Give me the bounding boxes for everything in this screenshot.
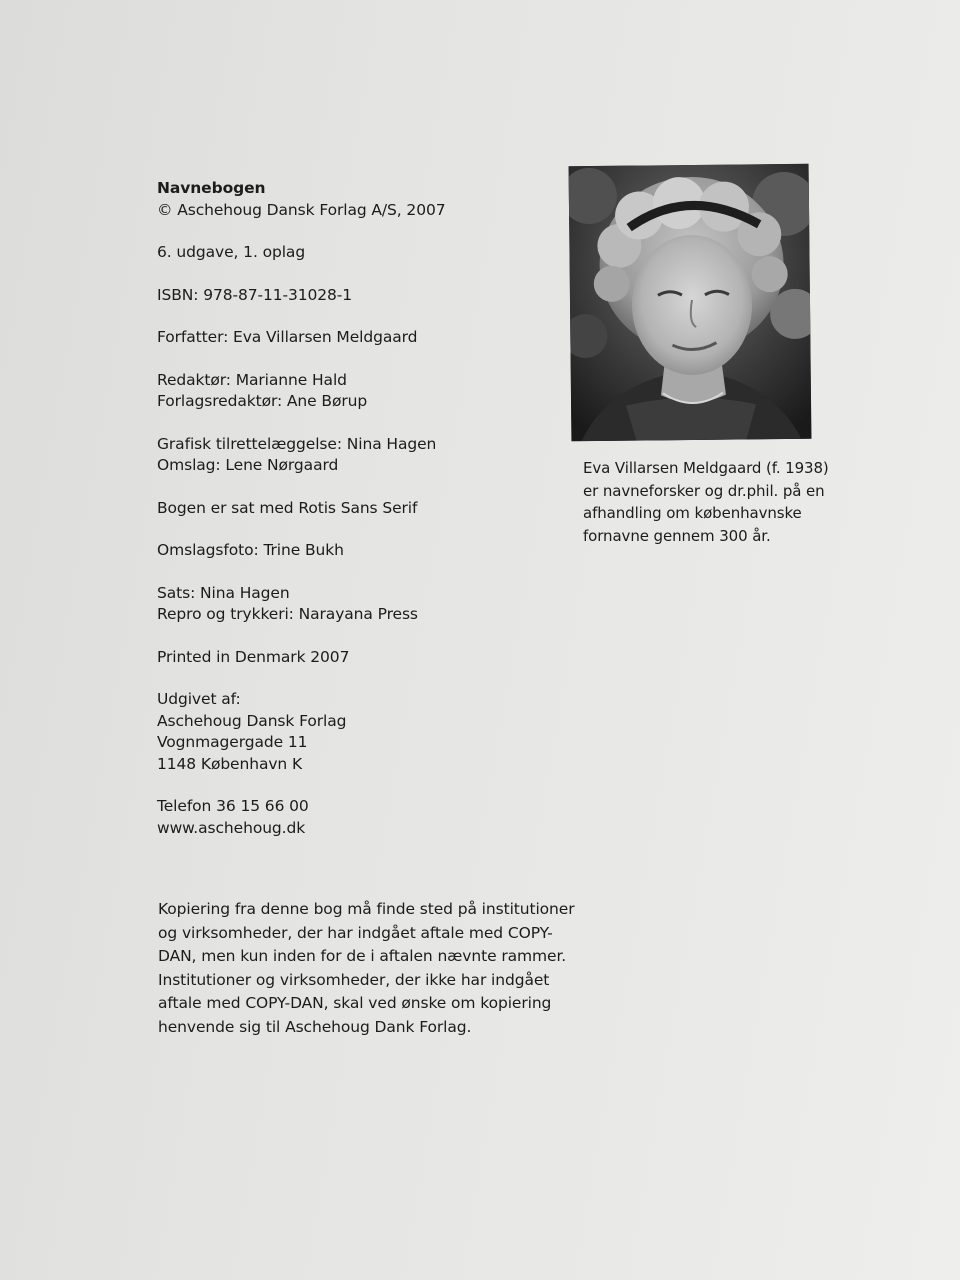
typesetting-line: Sats: Nina Hagen — [157, 583, 290, 602]
book-title: Navnebogen — [157, 179, 266, 197]
printed-in-line: Printed in Denmark 2007 — [157, 647, 350, 666]
legal-line: DAN, men kun inden for de i aftalen nævnte rammer. — [158, 947, 567, 965]
caption-line: er navneforsker og dr.phil. på en — [583, 481, 825, 500]
author-line: Forfatter: Eva Villarsen Meldgaard — [157, 328, 418, 346]
cover-line: Omslag: Lene Nørgaard — [157, 456, 339, 474]
photo-caption — [583, 457, 843, 547]
graphic-design-line: Grafisk tilrettelæggelse: Nina Hagen — [157, 434, 437, 453]
caption-line: Eva Villarsen Meldgaard (f. 1938) — [583, 459, 829, 477]
legal-line: aftale med COPY-DAN, skal ved ønske om kopiering — [158, 994, 552, 1012]
author-photo — [569, 164, 812, 441]
caption-line: afhandling om københavnske — [583, 504, 802, 522]
editor-line: Redaktør: Marianne Hald — [157, 370, 347, 389]
typeface-line: Bogen er sat med Rotis Sans Serif — [157, 498, 418, 517]
caption-line: fornavne gennem 300 år. — [583, 526, 771, 545]
author-portrait-icon — [569, 164, 812, 441]
colophon — [157, 178, 557, 839]
publisher-city: 1148 København K — [157, 754, 303, 773]
printing-line: Repro og trykkeri: Narayana Press — [157, 605, 418, 623]
publisher-name: Aschehoug Dansk Forlag — [157, 711, 347, 730]
legal-line: henvende sig til Aschehoug Dank Forlag. — [158, 1017, 472, 1036]
cover-photo-line: Omslagsfoto: Trine Bukh — [157, 541, 344, 559]
publishing-editor-line: Forlagsredaktør: Ane Børup — [157, 392, 368, 410]
copyright-line: © Aschehoug Dansk Forlag A/S, 2007 — [157, 200, 446, 219]
publisher-street: Vognmagergade 11 — [157, 733, 308, 751]
legal-line: og virksomheder, der har indgået aftale med COPY- — [158, 923, 553, 942]
phone-line: Telefon 36 15 66 00 — [157, 797, 309, 815]
copy-dan-notice — [158, 898, 578, 1039]
legal-line: Kopiering fra denne bog må finde sted på institutioner — [158, 900, 575, 918]
isbn-line: ISBN: 978-87-11-31028-1 — [157, 285, 353, 304]
edition-line: 6. udgave, 1. oplag — [157, 243, 306, 261]
legal-line: Institutioner og virksomheder, der ikke har indgået — [158, 970, 550, 989]
website-line: www.aschehoug.dk — [157, 818, 306, 837]
published-by-label: Udgivet af: — [157, 690, 241, 708]
